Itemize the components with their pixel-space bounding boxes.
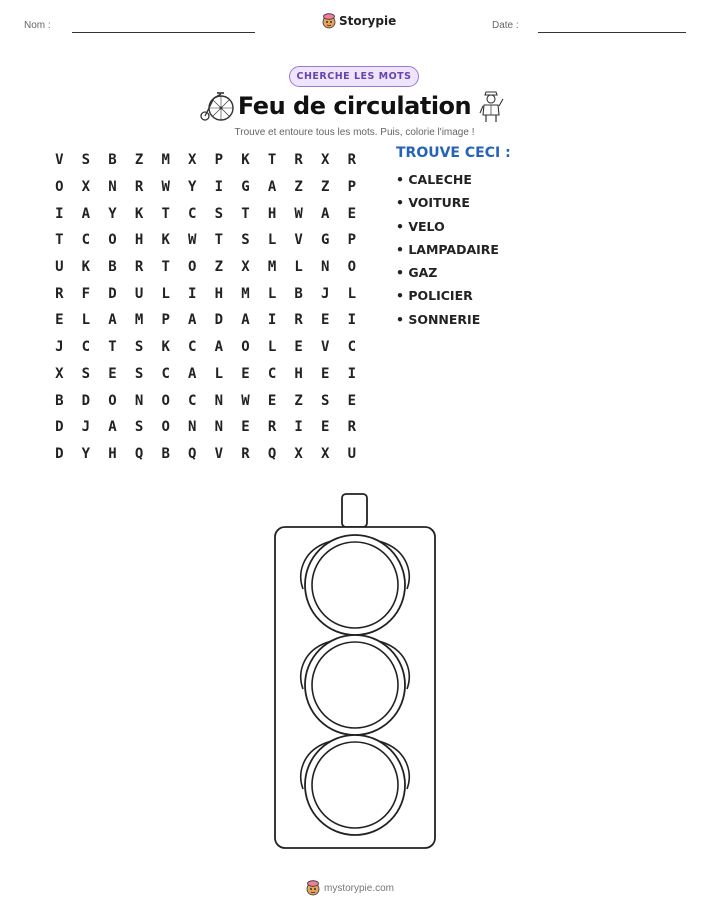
grid-letter: T: [214, 232, 224, 249]
grid-letter: K: [161, 232, 170, 249]
grid-letter: L: [294, 259, 303, 276]
grid-letter: E: [108, 365, 117, 382]
grid-letter: X: [81, 179, 91, 196]
grid-letter: R: [347, 419, 357, 436]
grid-letter: B: [294, 285, 303, 302]
grid-letter: E: [321, 419, 330, 436]
grid-letter: K: [241, 152, 250, 169]
grid-letter: X: [321, 445, 330, 462]
grid-letter: T: [241, 205, 250, 222]
grid-letter: B: [108, 152, 117, 169]
grid-letter: Z: [321, 179, 330, 196]
grid-letter: C: [347, 339, 357, 356]
grid-letter: A: [108, 312, 117, 329]
grid-letter: N: [321, 259, 330, 276]
grid-letter: J: [55, 339, 64, 356]
grid-letter: G: [321, 232, 330, 249]
grid-letter: S: [81, 365, 91, 382]
grid-letter: Y: [108, 205, 117, 222]
grid-letter: M: [134, 312, 144, 329]
traffic-light-icon: [273, 493, 437, 850]
grid-letter: E: [55, 312, 64, 329]
grid-letter: M: [241, 285, 250, 302]
grid-letter: R: [294, 152, 303, 169]
word-item: • VELO: [396, 218, 445, 234]
grid-letter: P: [347, 179, 357, 196]
word-item: • GAZ: [396, 265, 438, 281]
grid-letter: W: [294, 205, 303, 222]
grid-letter: E: [241, 365, 250, 382]
grid-letter: L: [214, 365, 224, 382]
grid-letter: C: [188, 392, 197, 409]
grid-letter: O: [161, 392, 170, 409]
grid-letter: A: [267, 179, 277, 196]
grid-letter: E: [321, 365, 330, 382]
footer-url: mystorypie.com: [324, 882, 395, 894]
grid-letter: J: [81, 419, 91, 436]
grid-letter: D: [108, 285, 117, 302]
grid-letter: A: [108, 419, 117, 436]
instructions: Trouve et entoure tous les mots. Puis, colorie l'image !: [234, 127, 475, 138]
grid-letter: V: [55, 152, 64, 169]
grid-row: [46, 414, 365, 441]
name-line: [72, 32, 255, 33]
storypie-mascot-icon: [322, 13, 336, 29]
grid-letter: C: [188, 339, 197, 356]
grid-letter: L: [347, 285, 357, 302]
grid-letter: I: [347, 365, 357, 382]
grid-letter: I: [214, 179, 224, 196]
grid-letter: A: [81, 205, 91, 222]
grid-letter: P: [347, 232, 357, 249]
grid-letter: M: [161, 152, 170, 169]
grid-letter: R: [55, 285, 64, 302]
grid-letter: V: [321, 339, 330, 356]
grid-letter: N: [214, 419, 224, 436]
page-title: Feu de circulation: [237, 92, 472, 120]
grid-letter: V: [214, 445, 224, 462]
grid-letter: S: [134, 365, 144, 382]
grid-row: [46, 280, 365, 307]
grid-letter: D: [81, 392, 91, 409]
grid-letter: W: [241, 392, 250, 409]
grid-letter: N: [108, 179, 117, 196]
grid-row: [46, 254, 365, 281]
grid-row: [46, 441, 365, 468]
word-item: • SONNERIE: [396, 311, 481, 327]
grid-letter: L: [267, 339, 277, 356]
grid-letter: E: [267, 392, 277, 409]
grid-letter: B: [55, 392, 64, 409]
word-list-title: TROUVE CECI :: [396, 145, 511, 161]
grid-letter: D: [55, 419, 64, 436]
grid-letter: U: [55, 259, 64, 276]
grid-letter: A: [188, 312, 197, 329]
grid-row: [46, 361, 365, 388]
grid-letter: C: [188, 205, 197, 222]
grid-letter: D: [55, 445, 64, 462]
grid-row: [46, 307, 365, 334]
grid-letter: T: [108, 339, 117, 356]
grid-letter: Z: [134, 152, 144, 169]
grid-letter: E: [347, 392, 357, 409]
grid-letter: L: [161, 285, 170, 302]
grid-letter: R: [241, 445, 250, 462]
word-list: [396, 172, 499, 335]
word-item: • LAMPADAIRE: [396, 241, 499, 257]
grid-letter: S: [241, 232, 250, 249]
grid-letter: Q: [188, 445, 197, 462]
grid-letter: R: [267, 419, 277, 436]
grid-letter: U: [347, 445, 357, 462]
grid-letter: L: [81, 312, 91, 329]
activity-badge: CHERCHE LES MOTS: [289, 66, 419, 87]
grid-letter: Z: [294, 392, 303, 409]
word-search-grid: [46, 147, 365, 467]
grid-letter: E: [241, 419, 250, 436]
grid-letter: A: [241, 312, 250, 329]
grid-letter: L: [267, 232, 277, 249]
grid-letter: A: [188, 365, 197, 382]
grid-letter: E: [294, 339, 303, 356]
grid-letter: S: [321, 392, 330, 409]
grid-letter: I: [347, 312, 357, 329]
grid-letter: S: [134, 419, 144, 436]
grid-row: [46, 387, 365, 414]
grid-row: [46, 147, 365, 174]
grid-letter: B: [161, 445, 170, 462]
grid-letter: Z: [294, 179, 303, 196]
grid-letter: I: [55, 205, 64, 222]
grid-letter: T: [161, 205, 170, 222]
grid-letter: K: [161, 339, 170, 356]
grid-letter: T: [267, 152, 277, 169]
grid-row: [46, 334, 365, 361]
grid-row: [46, 200, 365, 227]
grid-letter: H: [267, 205, 277, 222]
grid-letter: H: [214, 285, 224, 302]
grid-letter: I: [267, 312, 277, 329]
grid-letter: P: [214, 152, 224, 169]
grid-letter: X: [294, 445, 303, 462]
grid-letter: W: [188, 232, 197, 249]
grid-letter: E: [347, 205, 357, 222]
grid-letter: O: [108, 232, 117, 249]
grid-letter: O: [241, 339, 250, 356]
word-item: • POLICIER: [396, 288, 473, 304]
grid-letter: I: [294, 419, 303, 436]
grid-letter: X: [241, 259, 250, 276]
name-label: Nom :: [24, 20, 51, 31]
grid-letter: K: [81, 259, 91, 276]
grid-letter: L: [267, 285, 277, 302]
grid-letter: R: [134, 259, 144, 276]
grid-letter: C: [81, 339, 91, 356]
grid-letter: M: [267, 259, 277, 276]
grid-letter: R: [134, 179, 144, 196]
grid-letter: T: [55, 232, 64, 249]
grid-letter: C: [81, 232, 91, 249]
grid-letter: Y: [81, 445, 91, 462]
grid-letter: C: [267, 365, 277, 382]
grid-letter: H: [134, 232, 144, 249]
grid-letter: B: [108, 259, 117, 276]
grid-letter: U: [134, 285, 144, 302]
grid-letter: S: [214, 205, 224, 222]
police-officer-icon: [478, 89, 504, 123]
grid-letter: Q: [134, 445, 144, 462]
grid-letter: R: [347, 152, 357, 169]
grid-letter: X: [55, 365, 64, 382]
date-line: [538, 32, 686, 33]
grid-letter: O: [347, 259, 357, 276]
grid-letter: W: [161, 179, 170, 196]
grid-letter: O: [108, 392, 117, 409]
word-item: • CALECHE: [396, 172, 472, 187]
grid-letter: H: [294, 365, 303, 382]
date-label: Date :: [492, 20, 519, 31]
grid-letter: G: [241, 179, 250, 196]
brand-header: [322, 13, 396, 29]
grid-letter: S: [81, 152, 91, 169]
grid-letter: O: [188, 259, 197, 276]
grid-letter: C: [161, 365, 170, 382]
grid-letter: Z: [214, 259, 224, 276]
grid-row: [46, 227, 365, 254]
footer: [306, 880, 394, 896]
grid-letter: R: [294, 312, 303, 329]
grid-row: [46, 174, 365, 201]
grid-letter: S: [134, 339, 144, 356]
storypie-mascot-icon: [306, 880, 320, 896]
grid-letter: E: [321, 312, 330, 329]
grid-letter: J: [321, 285, 330, 302]
grid-letter: F: [81, 285, 91, 302]
grid-letter: T: [161, 259, 170, 276]
grid-letter: N: [188, 419, 197, 436]
grid-letter: K: [134, 205, 144, 222]
grid-letter: H: [108, 445, 117, 462]
grid-letter: A: [214, 339, 224, 356]
grid-letter: Q: [267, 445, 277, 462]
grid-letter: P: [161, 312, 170, 329]
grid-letter: X: [321, 152, 330, 169]
grid-letter: Y: [188, 179, 197, 196]
word-item: • VOITURE: [396, 195, 470, 211]
grid-letter: I: [188, 285, 197, 302]
grid-letter: N: [134, 392, 144, 409]
grid-letter: O: [55, 179, 64, 196]
grid-letter: A: [321, 205, 330, 222]
grid-letter: X: [188, 152, 197, 169]
grid-letter: D: [214, 312, 224, 329]
grid-letter: N: [214, 392, 224, 409]
grid-letter: O: [161, 419, 170, 436]
grid-letter: V: [294, 232, 303, 249]
brand-name: Storypie: [339, 14, 397, 28]
